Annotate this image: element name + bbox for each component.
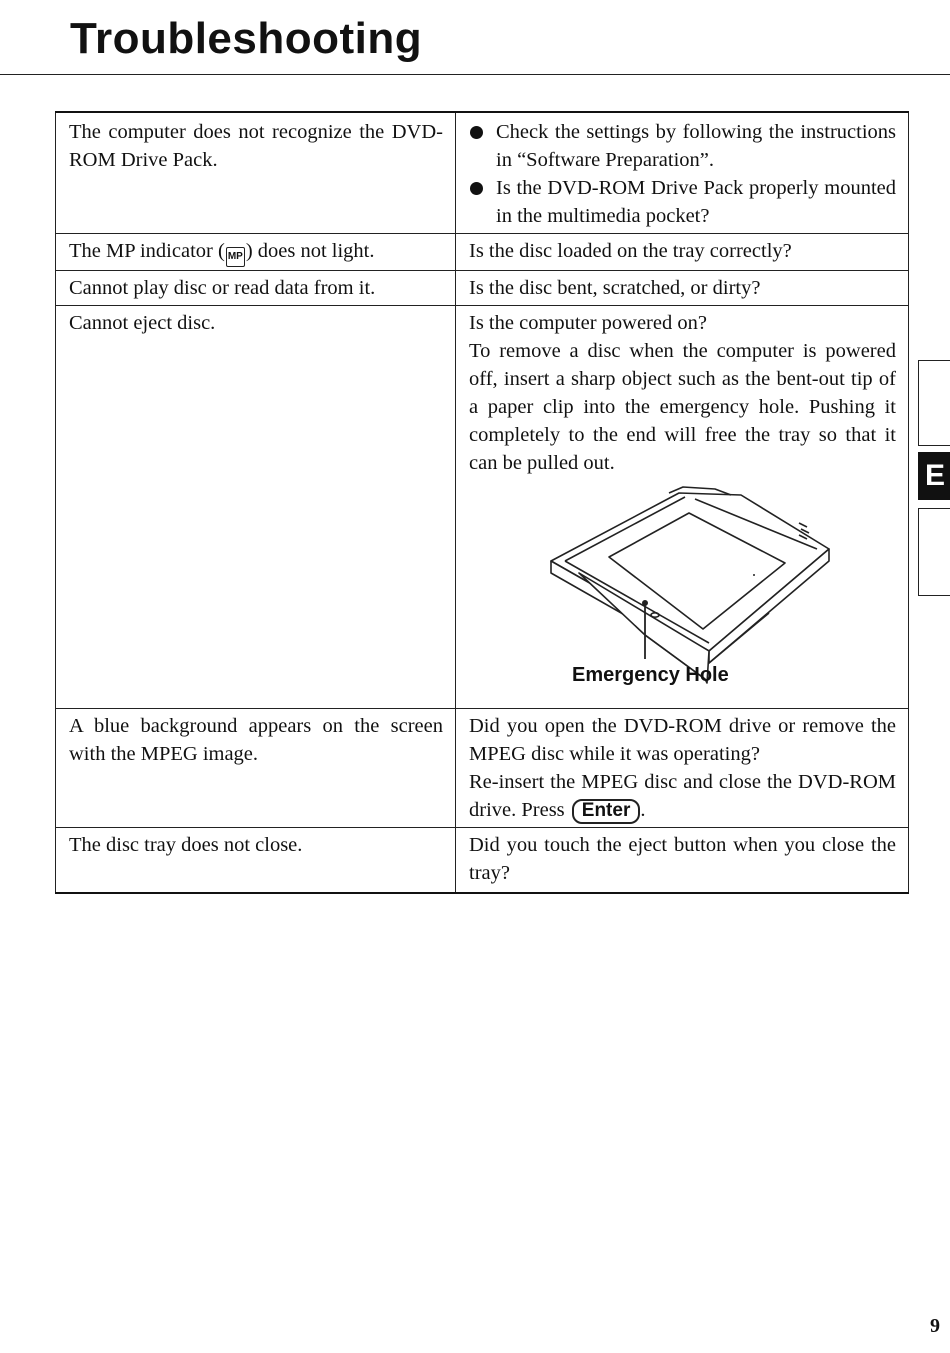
problem-cell	[56, 112, 456, 234]
bullet-item	[469, 118, 896, 174]
page-number: 9	[930, 1315, 940, 1337]
problem-text: The disc tray does not close.	[69, 834, 303, 856]
solution-cell	[456, 271, 909, 306]
bullet-icon	[470, 182, 483, 195]
solution-cell	[456, 709, 909, 828]
solution-text-start: Re-insert the MPEG disc and close the DVD-ROM drive. Press	[469, 771, 896, 821]
table-row	[56, 112, 909, 234]
mp-indicator-icon: MP	[226, 247, 245, 267]
bullet-text: Is the DVD-ROM Drive Pack properly mounted in the multimedia pocket?	[496, 177, 896, 227]
problem-cell	[56, 306, 456, 709]
solution-text	[469, 768, 896, 824]
problem-cell	[56, 709, 456, 828]
solution-cell	[456, 112, 909, 234]
figure-caption: Emergency Hole	[572, 664, 729, 686]
problem-text-end: ) does not light.	[245, 240, 375, 262]
table-row	[56, 234, 909, 271]
table-row	[56, 271, 909, 306]
solution-text: Did you open the DVD-ROM drive or remove the MPEG disc while it was operating?	[469, 715, 896, 765]
solution-text: Is the disc loaded on the tray correctly?	[469, 240, 792, 262]
solution-text: To remove a disc when the computer is powered off, insert a sharp object such as the bent-out tip of a paper clip into the emergency hole. Pushing it completely to the end will free the tray so that it can be pulled out.	[469, 340, 896, 474]
bullet-item	[469, 174, 896, 230]
solution-text: Is the computer powered on?	[469, 312, 707, 334]
solution-cell	[456, 234, 909, 271]
problem-text-start: The MP indicator (	[69, 240, 225, 262]
section-tab-frame-top	[918, 360, 950, 446]
solution-cell	[456, 828, 909, 894]
troubleshooting-table	[55, 111, 909, 894]
problem-cell	[56, 828, 456, 894]
table-row	[56, 306, 909, 709]
problem-cell	[56, 234, 456, 271]
enter-key-icon: Enter	[572, 799, 641, 824]
problem-cell	[56, 271, 456, 306]
section-tab-e: E	[918, 452, 950, 500]
page-title: Troubleshooting	[70, 14, 423, 63]
problem-text: Cannot eject disc.	[69, 312, 216, 334]
table-row	[56, 709, 909, 828]
table-row	[56, 828, 909, 894]
bullet-text: Check the settings by following the instructions in “Software Preparation”.	[496, 121, 896, 171]
problem-text: The computer does not recognize the DVD-ROM Drive Pack.	[69, 121, 443, 171]
section-tab-frame-bottom	[918, 508, 950, 596]
problem-text: A blue background appears on the screen with the MPEG image.	[69, 715, 443, 765]
solution-text: Did you touch the eject button when you close the tray?	[469, 834, 896, 884]
bullet-icon	[470, 126, 483, 139]
solution-text: Is the disc bent, scratched, or dirty?	[469, 277, 761, 299]
title-rule	[0, 74, 950, 75]
solution-cell	[456, 306, 909, 709]
solution-text-end: .	[640, 799, 646, 821]
dvd-drive-figure	[469, 483, 897, 705]
problem-text: Cannot play disc or read data from it.	[69, 277, 376, 299]
